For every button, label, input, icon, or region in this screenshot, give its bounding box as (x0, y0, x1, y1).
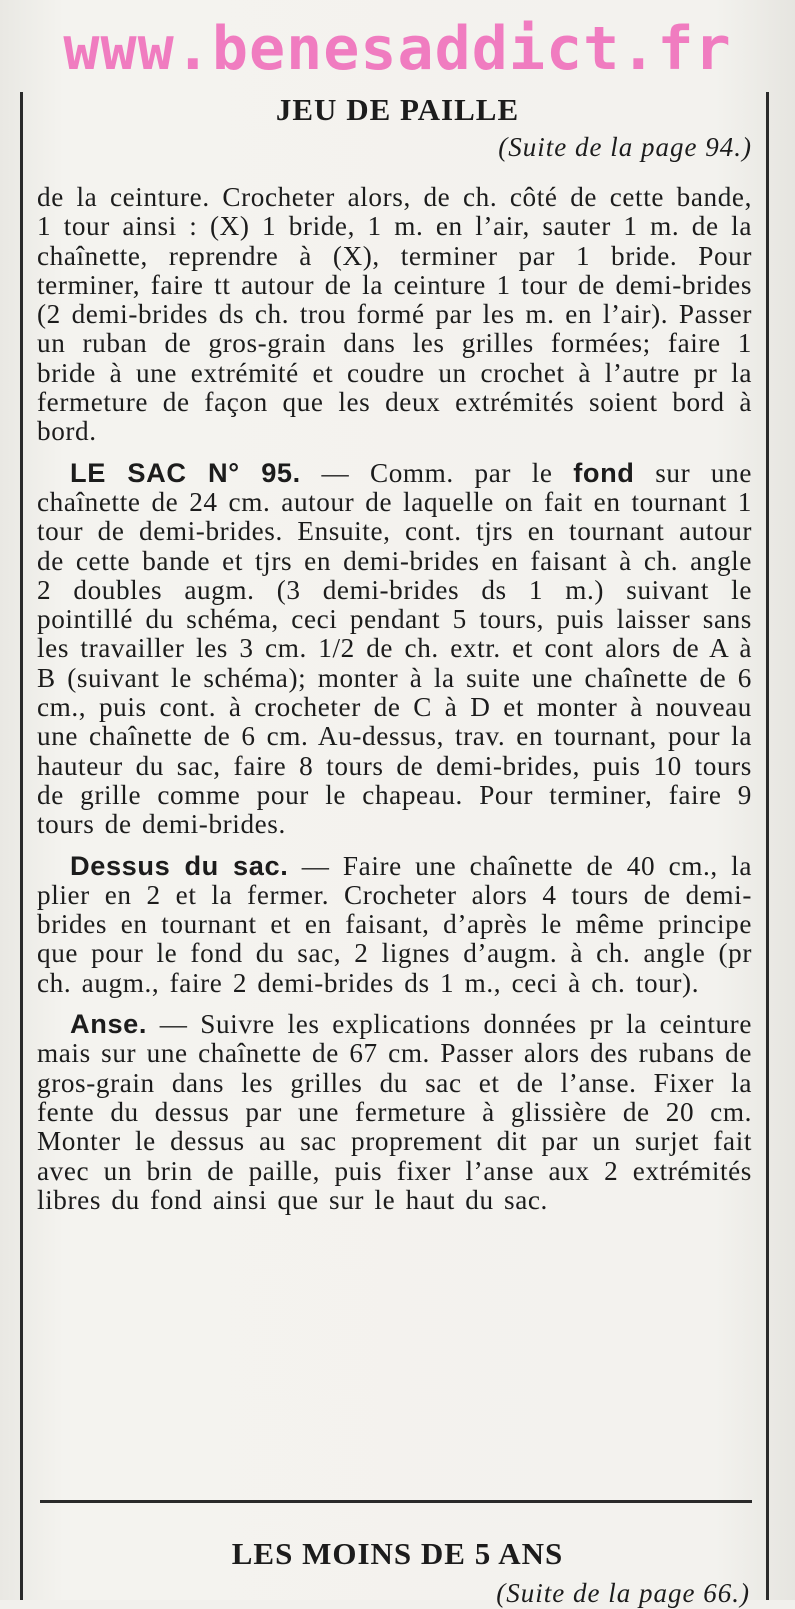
paragraph-text: — Suivre les explications données pr la ceinture mais sur une chaînette de 67 cm. Passer alors des rubans de gros-grain dans les grilles du sac et de l’anse. Fixer la fente du dessus par une fermeture à glissière de 20 cm. Monter le dessus au sac proprement dit par un surjet fait avec un brin de paille, puis fixer l’anse aux 2 extrémités libres du fond ainsi que sur le haut du sac. (37, 1009, 752, 1215)
paragraph-lead-le-sac: LE SAC N° 95. (70, 456, 301, 488)
left-border-line (20, 92, 23, 1600)
paragraph-text: — Faire une chaînette de 40 cm., la plier en 2 et la fermer. Crocheter alors 4 tours de demi-brides en tournant et en faisant, d’après le même principe que pour le fond du sac, 2 lignes d’augm. à ch. angle (pr ch. augm., faire 2 demi-brides ds 1 m., ceci à ch. tour). (37, 850, 752, 998)
continuation-note-2: (Suite de la page 66.) (496, 1578, 750, 1608)
paragraph-text: sur une chaînette de 24 cm. autour de laquelle on fait en tournant 1 tour de demi-brides. Ensuite, cont. tjrs en tournant autour de cette bande et tjrs en demi-brides en faisant à ch. angle 2 doubles augm. (3 demi-brides ds 1 m.) suivant le pointillé du schéma, ceci pendant 5 tours, puis laisser sans les travailler les 3 cm. 1/2 de ch. extr. et cont alors de A à B (suivant le schéma); monter à la suite une chaînette de 6 cm., puis cont. à crocheter de C à D et monter à nouveau une chaînette de 6 cm. Au-dessus, trav. en tournant, pour la hauteur du sac, faire 8 tours de demi-brides, puis 10 tours de grille comme pour le chapeau. Pour terminer, faire 9 tours de demi-brides. (37, 457, 752, 840)
section-title-jeu-de-paille: JEU DE PAILLE (275, 92, 520, 127)
paragraph-anse (37, 1009, 752, 1215)
paragraph-lead-dessus: Dessus du sac. (70, 849, 289, 881)
paragraph-ceinture: de la ceinture. Crocheter alors, de ch. côté de cette bande, 1 tour ainsi : (X) 1 bride, 1 m. en l’air, sauter 1 m. de la chaînette, reprendre à (X), terminer par 1 bride. Pour terminer, faire tt autour de la ceinture 1 tour de demi-brides (2 demi-brides ds ch. trou formé par les m. en l’air). Passer un ruban de gros-grain dans les grilles formées; faire 1 bride à une extrémité et coudre un crochet à l’autre pr la fermeture de façon que les deux extrémités soient bord à bord. (37, 182, 752, 447)
paragraph-keyword-fond: fond (573, 456, 635, 488)
article-body (37, 183, 752, 1226)
continuation-note-1: (Suite de la page 94.) (498, 132, 752, 162)
paragraph-lead-anse: Anse. (70, 1008, 148, 1040)
paragraph-dessus-du-sac (37, 851, 752, 998)
section-divider (40, 1500, 752, 1503)
watermark-url: www.benesaddict.fr (63, 14, 732, 84)
section-title-les-moins-de-5-ans: LES MOINS DE 5 ANS (231, 1536, 564, 1571)
paragraph-le-sac (37, 458, 752, 840)
paragraph-text: — Comm. par le (300, 457, 574, 488)
right-border-line (766, 92, 769, 1600)
